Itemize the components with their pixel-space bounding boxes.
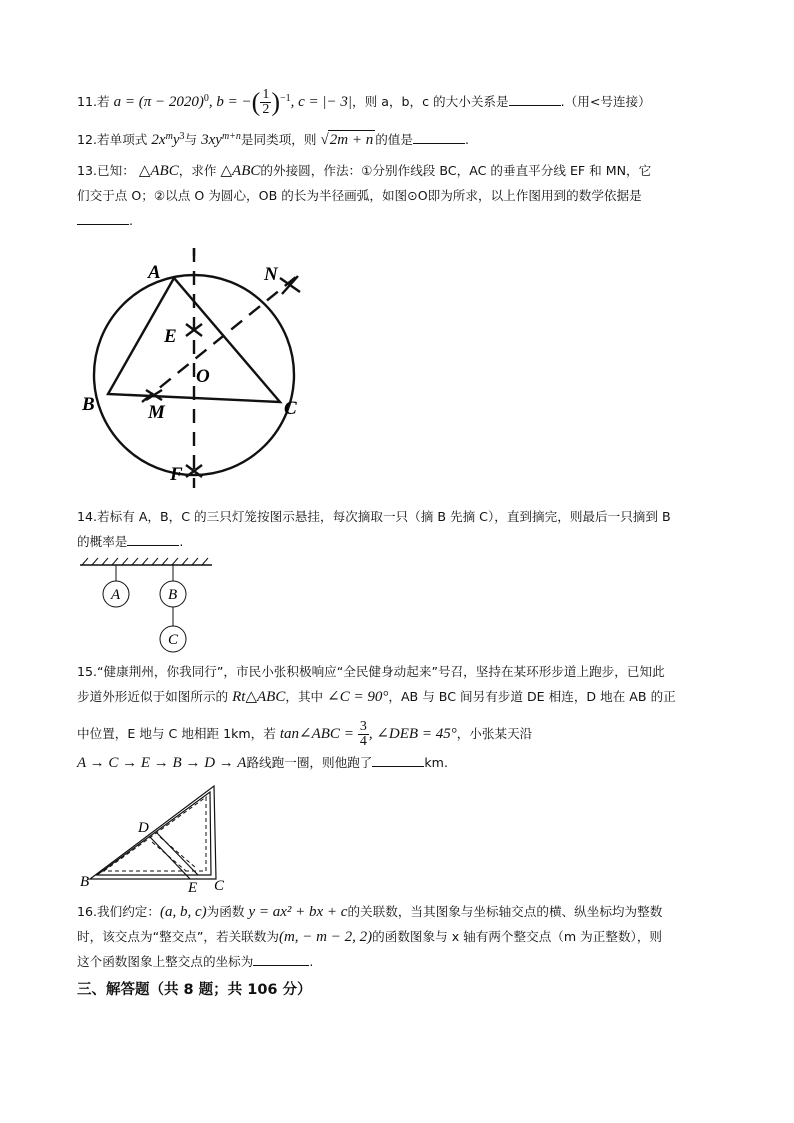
q15-track-diagram <box>78 782 238 894</box>
lantern-c-label: C <box>168 632 179 648</box>
question-11 <box>77 88 651 117</box>
track-label-e: E <box>188 880 198 894</box>
q12-term1: 2x <box>151 132 166 149</box>
question-15-line4 <box>77 754 448 772</box>
q15-rt-triangle: Rt△ABC <box>232 689 286 705</box>
q15-tan: tan∠ABC = <box>279 726 354 742</box>
q12-term1-y: y <box>172 132 180 149</box>
q12-end: . <box>464 132 469 148</box>
question-14-line2 <box>77 533 183 551</box>
q16-end: . <box>309 954 314 969</box>
question-16-line1 <box>77 903 662 921</box>
q15-tan-fraction <box>358 720 369 749</box>
question-15-line2 <box>77 688 676 706</box>
q14-lantern-diagram <box>78 556 218 656</box>
q11-a-expr: a = (π − 2020) <box>113 94 204 110</box>
q11-paren: ( <box>251 87 261 117</box>
q12-mid: 与 <box>184 132 202 148</box>
q16-l2a: 时，该交点为“整交点”，若关联数为 <box>77 929 279 944</box>
q15-l3b: ，小张某天沿 <box>456 726 533 741</box>
path-de-dash <box>152 842 186 871</box>
q16-l3: 这个函数图象上整交点的坐标为 <box>77 954 254 969</box>
q15-angle-c: ∠C = 90° <box>327 689 389 705</box>
q11-a-exponent: 0 <box>203 92 209 104</box>
q12-tail: 的值是 <box>375 132 413 148</box>
question-13-line3 <box>77 212 133 230</box>
q16-triple: (a, b, c) <box>160 904 207 920</box>
label-f: F <box>170 464 183 485</box>
track-label-d: D <box>138 820 149 836</box>
q13-circumcircle-diagram <box>78 240 348 500</box>
q11-tail: .（用<号连接） <box>560 94 651 109</box>
q16-answer-blank[interactable] <box>253 953 309 966</box>
q12-term1-exp-3: 3 <box>179 131 185 142</box>
dashed-route <box>104 797 206 871</box>
q12-radical-sign: √ <box>320 132 329 149</box>
mark-n <box>280 276 300 294</box>
section-heading-answer-questions: 三、解答题（共 8 题；共 106 分） <box>77 982 312 998</box>
label-c: C <box>284 398 297 419</box>
q12-answer-blank[interactable] <box>413 131 465 144</box>
question-13-line1 <box>77 162 651 180</box>
q15-l2a: 步道外形近似于如图所示的 <box>77 689 233 704</box>
q12-term1-exp-m: m <box>165 131 173 142</box>
q15-tan-num: 3 <box>359 719 367 734</box>
q16-l1c: 的关联数，当其图象与坐标轴交点的横、纵坐标均为整数 <box>347 904 663 919</box>
q12-text: 是同类项，则 <box>240 132 321 148</box>
q12-term2: 3xy <box>201 132 222 149</box>
q14-text: 的概率是 <box>77 534 128 549</box>
label-e: E <box>164 326 177 347</box>
outer-triangle-inner <box>97 792 211 875</box>
question-15-line3 <box>77 720 532 749</box>
q13-answer-blank[interactable] <box>77 212 129 225</box>
q15-l3a: 中位置，E 地与 C 地相距 1km，若 <box>77 726 280 741</box>
label-a: A <box>148 262 161 283</box>
outer-triangle <box>90 786 216 879</box>
label-n: N <box>264 264 278 285</box>
q11-half-fraction <box>260 88 271 117</box>
question-12 <box>77 128 469 149</box>
q11-half-num: 1 <box>262 87 270 102</box>
ceiling-hatching <box>82 558 208 565</box>
q12-sqrt-expr: 2m + n <box>329 132 374 149</box>
question-16-line3 <box>77 953 313 971</box>
q11-answer-blank[interactable] <box>509 93 561 106</box>
q14-answer-blank[interactable] <box>127 533 179 546</box>
q16-l1a: 16.我们约定： <box>77 904 160 919</box>
q13-tri2: △ABC <box>220 163 261 179</box>
q11-paren-close: ) <box>271 87 280 117</box>
lantern-a-label: A <box>111 587 121 603</box>
track-label-b: B <box>80 874 90 890</box>
q14-end: . <box>179 534 184 549</box>
q11-text: ，则 a，b，c 的大小关系是 <box>352 94 509 109</box>
q16-assoc: (m, − m − 2, 2) <box>278 929 373 945</box>
q16-l1b: 为函数 <box>206 904 249 919</box>
question-15-line1: 15.“健康荆州，你我同行”，市民小张积极响应“全民健身动起来”号召，坚持在某环形步道上跑步，已知此 <box>77 664 665 679</box>
q15-unit: km. <box>424 755 448 770</box>
q13-end: . <box>129 213 134 228</box>
q11-number: 11.若 <box>77 94 114 109</box>
q13-intro: 13.已知： <box>77 163 135 178</box>
q13-l1b: ，求作 <box>178 163 217 178</box>
label-b: B <box>82 394 95 415</box>
q13-l1c: 的外接圆，作法：①分别作线段 BC，AC 的垂直平分线 EF 和 MN，它 <box>260 163 652 178</box>
q13-tri1: △ABC <box>138 163 179 179</box>
q11-sep: , b = − <box>208 94 252 110</box>
question-16-line2 <box>77 928 662 946</box>
label-o: O <box>196 366 210 387</box>
q16-function: y = ax² + bx + c <box>248 904 348 920</box>
q15-l2b: ，其中 <box>285 689 328 704</box>
track-label-c: C <box>214 878 225 894</box>
q15-route: A → C → E → B → D → A <box>77 755 247 771</box>
q15-l2c: ，AB 与 BC 间另有步道 DE 相连，D 地在 AB 的正 <box>388 689 676 704</box>
q15-angle-deb: , ∠DEB = 45° <box>368 726 457 742</box>
q12-number: 12.若单项式 <box>77 132 152 148</box>
q12-term2-exp: m+n <box>221 131 241 142</box>
q11-b-exponent: −1 <box>279 92 291 104</box>
q11-half-den: 2 <box>262 102 270 117</box>
question-13-line2: 们交于点 O；②以点 O 为圆心，OB 的长为半径画弧，如图⊙O即为所求，以上作图用到的数学依据是 <box>77 188 642 203</box>
q16-l2b: 的函数图象与 x 轴有两个整交点（m 为正整数），则 <box>372 929 663 944</box>
q15-l4: 路线跑一圈，则他跑了 <box>246 755 373 770</box>
q11-c-expr: , c = |− 3| <box>290 94 353 110</box>
q15-tan-den: 4 <box>359 734 367 749</box>
question-14-line1: 14.若标有 A，B，C 的三只灯笼按图示悬挂，每次摘取一只（摘 B 先摘 C），直到摘完，则最后一只摘到 B <box>77 509 671 524</box>
label-m: M <box>148 402 165 423</box>
lantern-b-label: B <box>168 587 178 603</box>
q15-answer-blank[interactable] <box>372 754 424 767</box>
